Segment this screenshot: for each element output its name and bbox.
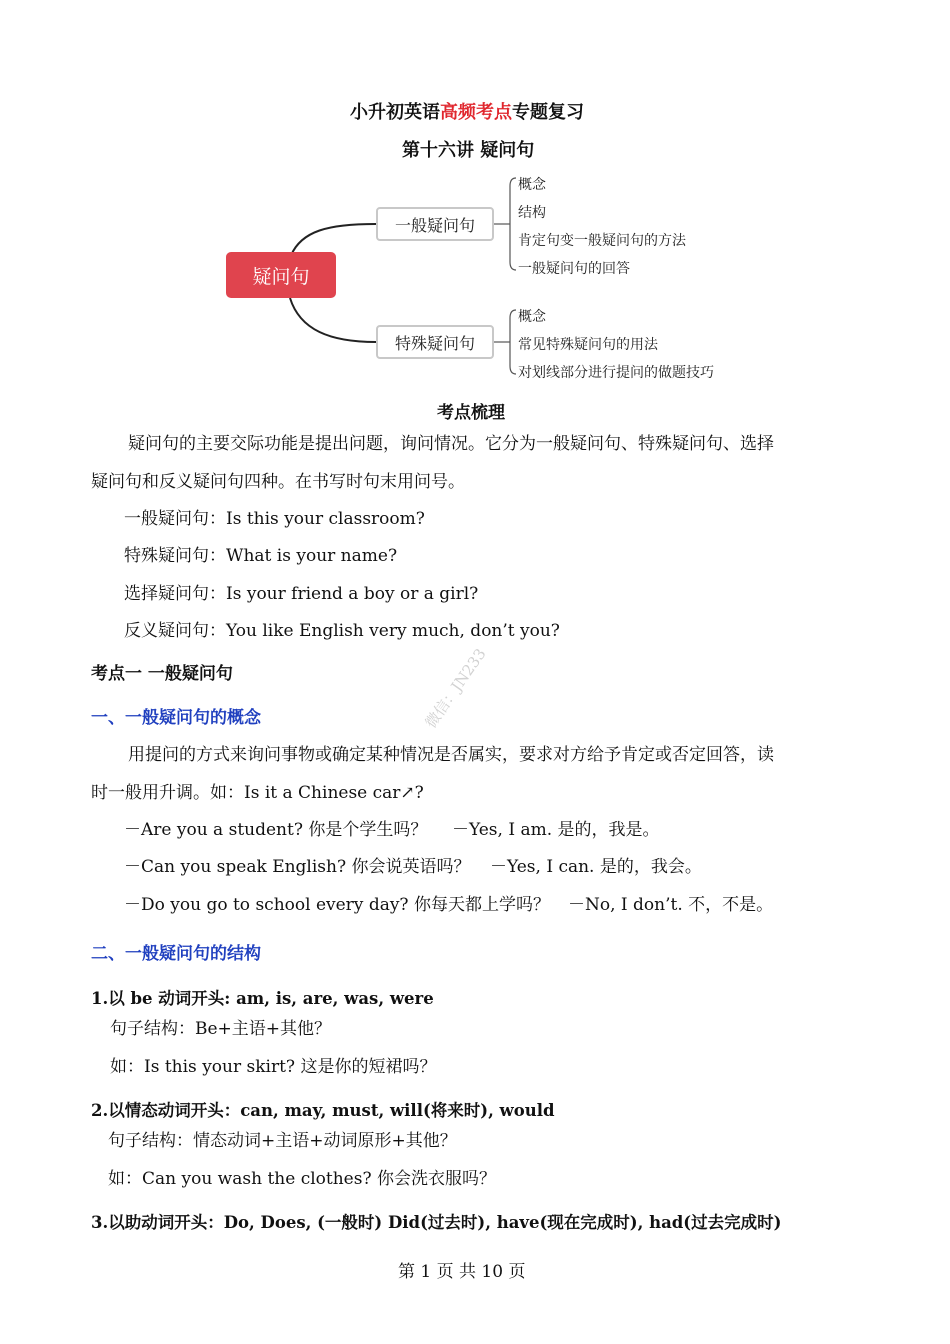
mindmap-leaf: 概念 — [518, 309, 546, 325]
concept-line: 时一般用升调。如：Is it a Chinese car↗? — [91, 783, 424, 803]
watermark: 微信：JN233 — [421, 645, 490, 732]
page-title: 小升初英语高频考点专题复习 — [350, 102, 584, 123]
structure-example: 如：Is this your skirt? 这是你的短裙吗？ — [110, 1057, 437, 1077]
structure-example: 如：Can you wash the clothes? 你会洗衣服吗？ — [108, 1169, 496, 1189]
dialog-question: －Are you a student? 你是个学生吗？ — [124, 820, 428, 840]
dialog-answer: －Yes, I can. 是的，我会。 — [490, 857, 702, 877]
mindmap-branch-general: 一般疑问句 — [376, 207, 494, 241]
mindmap-leaf: 结构 — [518, 205, 546, 221]
structure-pattern: 句子结构：情态动词+主语+动词原形+其他？ — [108, 1131, 457, 1151]
lesson-subtitle: 第十六讲 疑问句 — [402, 140, 535, 161]
mindmap-branch-special: 特殊疑问句 — [376, 325, 494, 359]
mindmap-root: 疑问句 — [226, 252, 336, 298]
example-line: 选择疑问句：Is your friend a boy or a girl? — [124, 584, 479, 604]
example-line: 一般疑问句：Is this your classroom? — [124, 509, 425, 529]
mindmap-leaf: 常见特殊疑问句的用法 — [518, 337, 658, 353]
point-title: 考点一 一般疑问句 — [91, 664, 233, 684]
mindmap-leaf: 一般疑问句的回答 — [518, 261, 630, 277]
structure-pattern: 句子结构：Be+主语+其他？ — [110, 1019, 332, 1039]
structure-item-heading: 2.以情态动词开头：can, may, must, will(将来时), would — [91, 1101, 555, 1120]
mindmap-leaf: 对划线部分进行提问的做题技巧 — [518, 365, 714, 381]
intro-line: 疑问句和反义疑问句四种。在书写时句末用问号。 — [91, 472, 465, 492]
page-footer: 第 1 页 共 10 页 — [398, 1262, 526, 1282]
example-line: 特殊疑问句：What is your name? — [124, 546, 398, 566]
intro-line: 疑问句的主要交际功能是提出问题，询问情况。它分为一般疑问句、特殊疑问句、选择 — [128, 434, 774, 454]
dialog-answer: －Yes, I am. 是的，我是。 — [452, 820, 660, 840]
mindmap-leaf: 肯定句变一般疑问句的方法 — [518, 233, 686, 249]
dialog-question: －Do you go to school every day? 你每天都上学吗？ — [124, 895, 550, 915]
section-title: 考点梳理 — [437, 403, 505, 423]
structure-item-heading: 1.以 be 动词开头: am, is, are, was, were — [91, 989, 434, 1008]
dialog-answer: －No, I don’t. 不，不是。 — [568, 895, 774, 915]
concept-line: 用提问的方式来询问事物或确定某种情况是否属实，要求对方给予肯定或否定回答，读 — [128, 745, 774, 765]
example-line: 反义疑问句：You like English very much, don’t you? — [124, 621, 560, 641]
structure-item-heading: 3.以助动词开头：Do, Does, (一般时) Did(过去时), have(现在完成时), had(过去完成时) — [91, 1213, 782, 1232]
structure-heading: 二、一般疑问句的结构 — [91, 944, 261, 964]
mindmap-leaf: 概念 — [518, 177, 546, 193]
dialog-question: －Can you speak English? 你会说英语吗？ — [124, 857, 471, 877]
title-highlight: 高频考点 — [440, 102, 512, 123]
concept-heading: 一、一般疑问句的概念 — [91, 708, 261, 728]
